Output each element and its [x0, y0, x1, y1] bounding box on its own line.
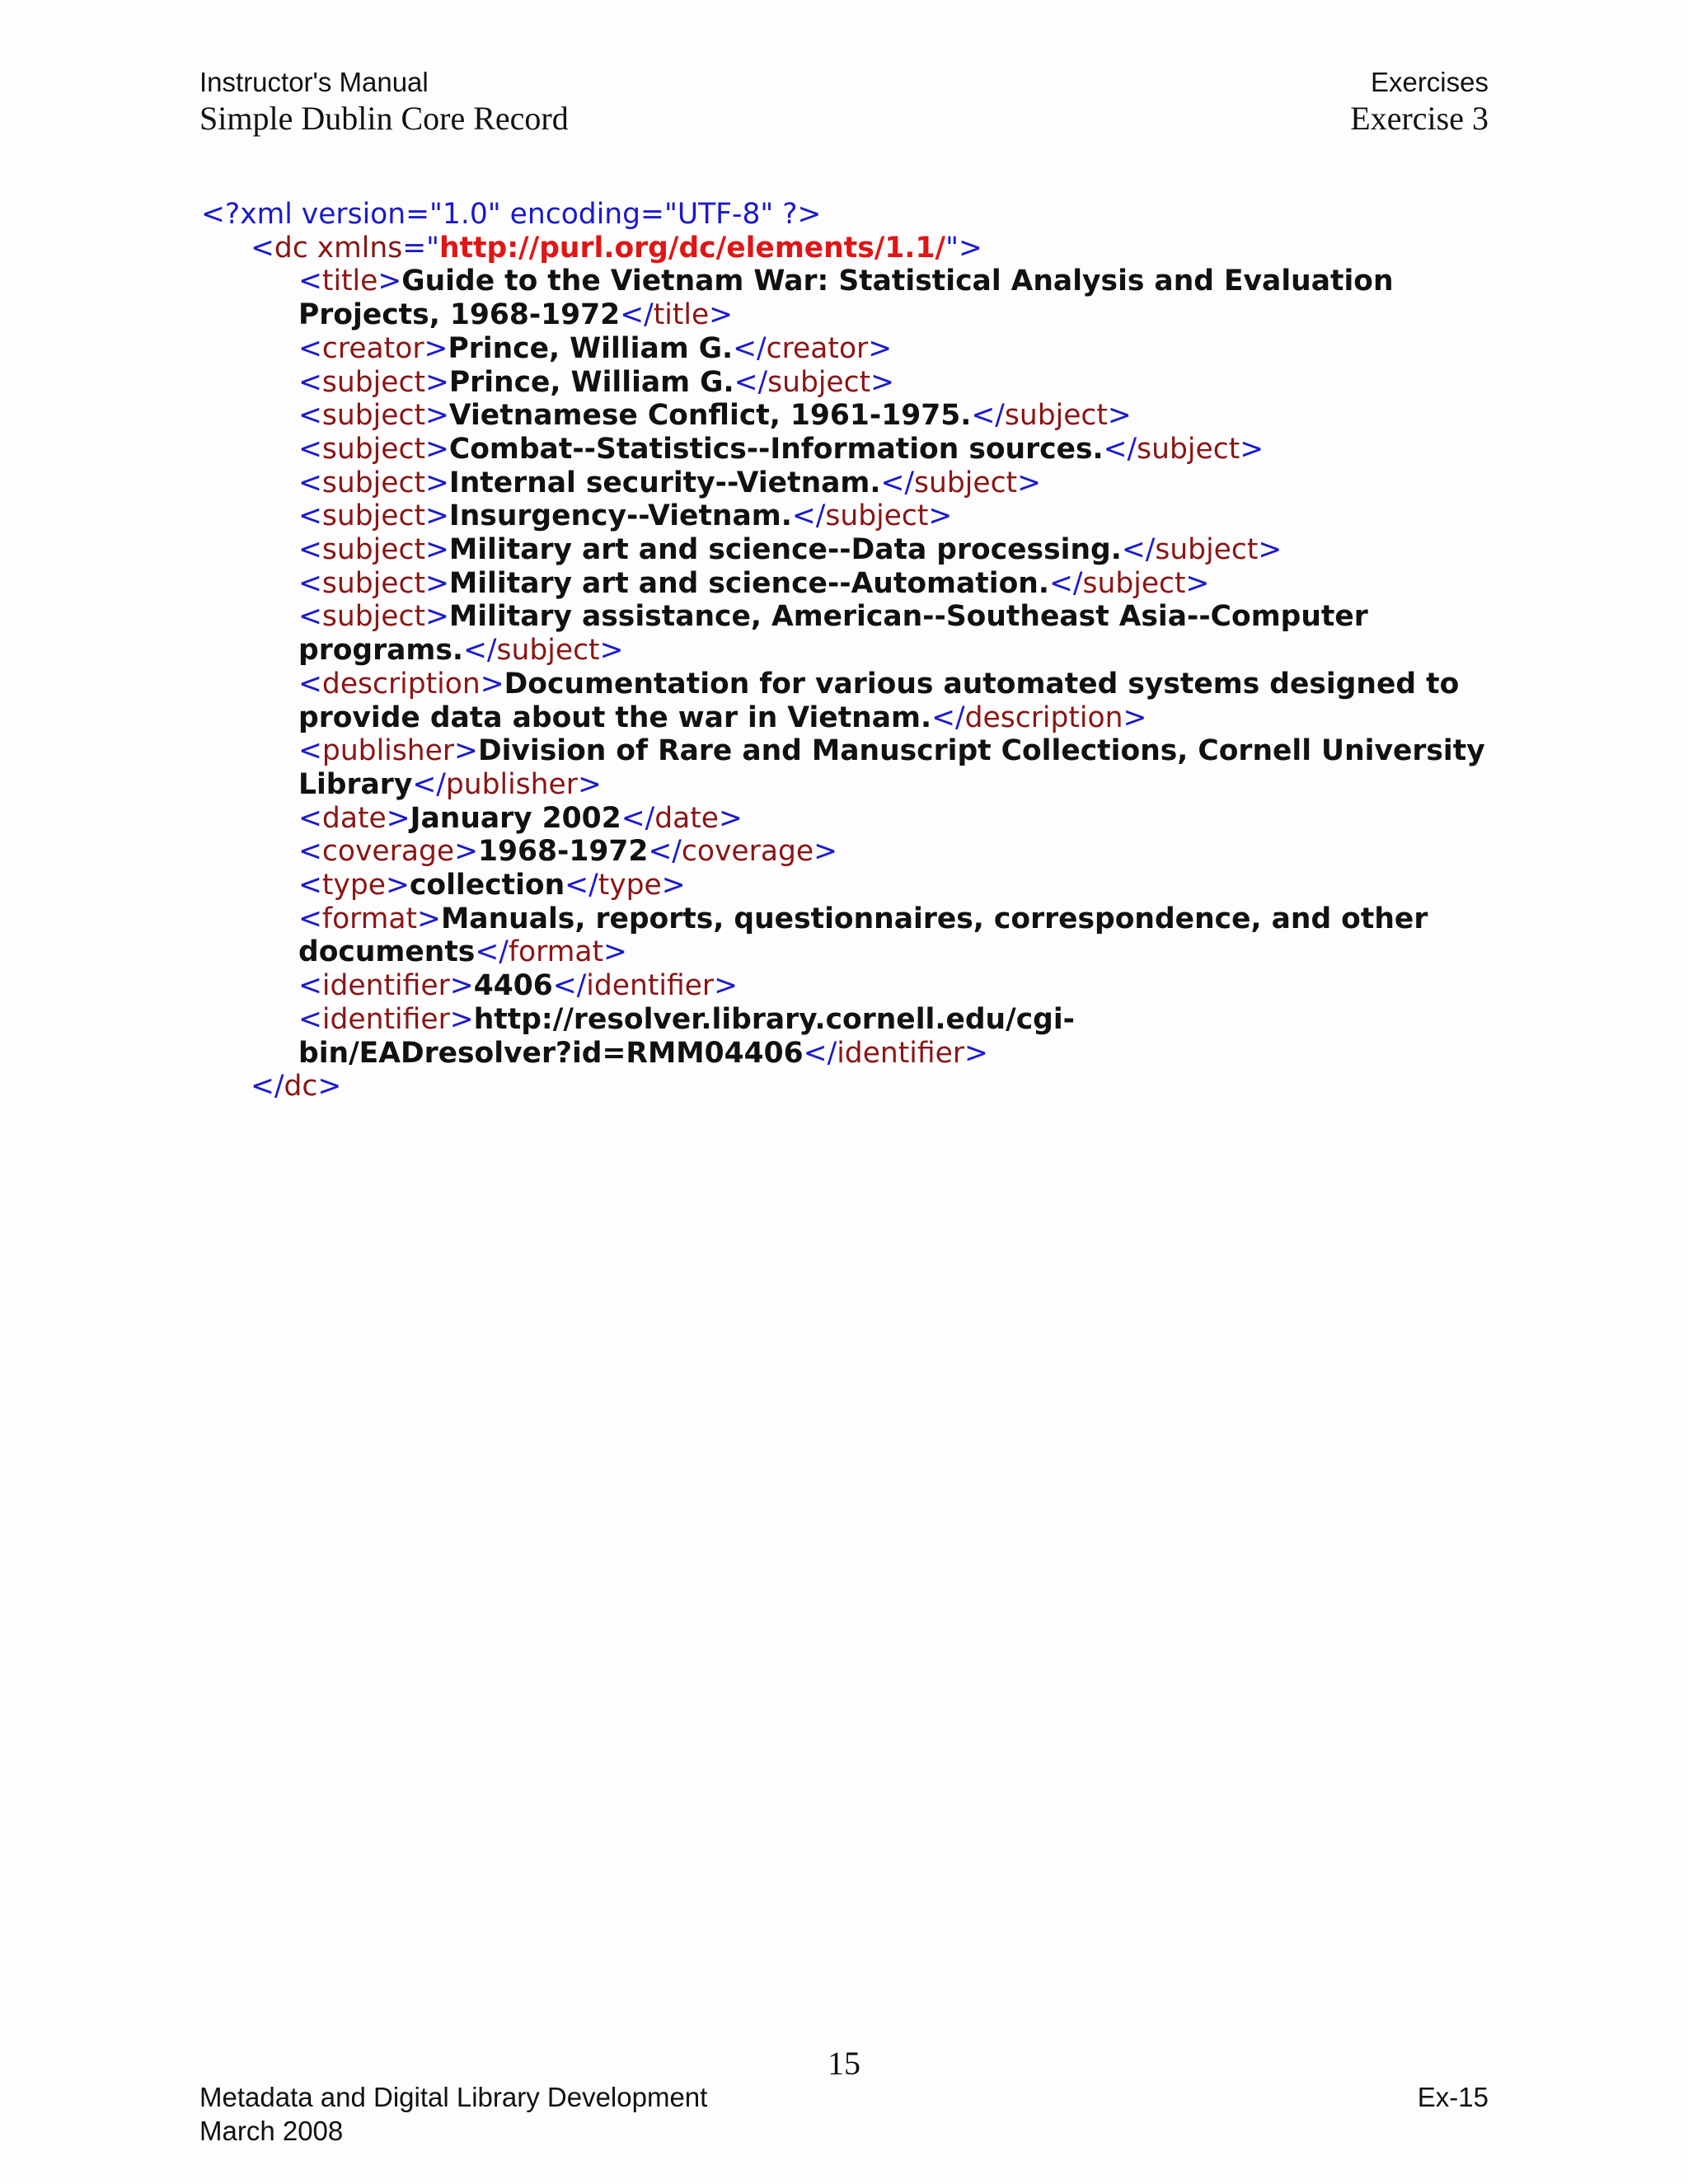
dc-close-tag [201, 1070, 1503, 1104]
tag-close-bracket: > [454, 835, 479, 869]
footer-left [199, 2080, 707, 2148]
element-value-identifier: bin/EADresolver?id=RMM04406 [298, 1036, 804, 1070]
footer-date: March 2008 [199, 2116, 344, 2146]
end-tag-open-bracket: </ [971, 399, 1005, 433]
end-tag-close-bracket: > [1258, 533, 1282, 567]
element-value-coverage: 1968-1972 [478, 835, 649, 869]
element-value-title: Projects, 1968-1972 [298, 298, 621, 332]
end-tag-name-subject: subject [496, 634, 600, 668]
tag-name-title: title [321, 265, 378, 298]
dc-element-line [201, 768, 1503, 802]
tag-name-subject: subject [321, 566, 425, 600]
tag-name-coverage: coverage [321, 835, 455, 869]
end-tag-close-bracket: > [709, 298, 734, 332]
end-tag-open-bracket: </ [552, 969, 587, 1003]
tag-name-publisher: publisher [321, 734, 455, 768]
tag-close-bracket: > [377, 265, 402, 298]
tag-open-bracket: < [298, 801, 322, 835]
dc-element-line [201, 869, 1503, 902]
dc-element-line [201, 634, 1503, 668]
end-tag-open-bracket: </ [734, 365, 768, 399]
tag-name-subject: subject [321, 432, 425, 466]
tag-open-bracket: < [298, 667, 322, 701]
tag-open-bracket: < [298, 432, 322, 466]
footer-page-ref: Ex-15 [1417, 2082, 1489, 2112]
tag-name-subject: subject [321, 365, 425, 399]
tag-name-subject: subject [321, 533, 425, 567]
dc-element-line [201, 668, 1503, 701]
end-tag-name-subject: subject [825, 499, 929, 533]
dc-namespace-url: http://purl.org/dc/elements/1.1/ [439, 231, 946, 265]
element-value-format: documents [298, 935, 476, 969]
end-tag-open-bracket: </ [931, 701, 965, 734]
tag-close-bracket: > [480, 667, 504, 701]
tag-close-bracket: > [424, 432, 449, 466]
dc-element-line [201, 567, 1503, 601]
tag-open-bracket: < [298, 399, 322, 433]
page-number: 15 [828, 2045, 860, 2082]
end-tag-open-bracket: </ [803, 1036, 837, 1070]
end-tag-name-subject: subject [1155, 533, 1259, 567]
dc-open-tag [201, 232, 1503, 265]
element-value-subject: Military assistance, American--Southeast Asia--Computer [448, 600, 1368, 634]
end-tag-close-bracket: > [814, 835, 838, 869]
tag-open-bracket: < [298, 533, 322, 567]
end-tag-close-bracket: > [928, 499, 953, 533]
end-tag-open-bracket: </ [565, 869, 598, 902]
end-tag-open-bracket: </ [791, 499, 826, 533]
dc-close-bracket: </ [251, 1070, 284, 1104]
end-tag-close-bracket: > [1240, 432, 1264, 466]
dc-element-line [201, 533, 1503, 567]
xml-record [201, 198, 1503, 1104]
element-value-title: Guide to the Vietnam War: Statistical Analysis and Evaluation [401, 265, 1394, 298]
dc-close-end: > [317, 1070, 342, 1104]
dc-element-line [201, 265, 1503, 298]
dc-element-line [201, 734, 1503, 768]
dc-element-line [201, 835, 1503, 869]
end-tag-name-date: date [654, 801, 720, 835]
dc-element-line [201, 935, 1503, 969]
tag-name-subject: subject [321, 399, 425, 433]
end-tag-name-format: format [508, 935, 603, 969]
dc-close-name: dc [284, 1070, 318, 1104]
end-tag-open-bracket: </ [475, 935, 509, 969]
end-tag-name-description: description [964, 701, 1123, 734]
tag-close-bracket: > [449, 969, 474, 1003]
dc-element-line [201, 1003, 1503, 1037]
end-tag-name-identifier: identifier [837, 1036, 965, 1070]
element-value-format: Manuals, reports, questionnaires, correspondence, and other [440, 902, 1428, 935]
end-tag-name-subject: subject [1082, 566, 1186, 600]
tag-open-bracket: < [298, 265, 322, 298]
element-value-subject: Insurgency--Vietnam. [448, 499, 792, 533]
end-tag-close-bracket: > [964, 1036, 988, 1070]
dc-element-line [201, 366, 1503, 400]
end-tag-close-bracket: > [603, 935, 627, 969]
tag-close-bracket: > [424, 533, 449, 567]
header-right [1350, 66, 1489, 138]
element-value-subject: Military art and science--Data processing. [448, 533, 1122, 567]
end-tag-close-bracket: > [599, 634, 624, 668]
tag-name-date: date [321, 801, 387, 835]
tag-close-bracket: > [454, 734, 478, 768]
dc-open-bracket: < [251, 231, 274, 265]
tag-open-bracket: < [298, 835, 322, 869]
tag-open-bracket: < [298, 969, 322, 1003]
element-value-identifier: 4406 [473, 969, 553, 1003]
end-tag-open-bracket: </ [463, 634, 497, 668]
dc-element-line [201, 399, 1503, 433]
tag-name-subject: subject [321, 600, 425, 634]
header-document-title: Simple Dublin Core Record [199, 100, 569, 137]
dc-element-line [201, 701, 1503, 735]
dc-elements [201, 265, 1503, 1070]
end-tag-name-subject: subject [914, 466, 1018, 499]
dc-open-end: "> [945, 231, 982, 265]
end-tag-close-bracket: > [719, 801, 743, 835]
element-value-subject: Prince, William G. [448, 365, 734, 399]
tag-open-bracket: < [298, 466, 322, 499]
end-tag-open-bracket: </ [880, 466, 915, 499]
end-tag-close-bracket: > [1107, 399, 1132, 433]
dc-open-name: dc xmlns [274, 231, 403, 265]
end-tag-open-bracket: </ [733, 331, 767, 365]
tag-close-bracket: > [386, 869, 410, 902]
tag-close-bracket: > [424, 499, 449, 533]
dc-element-line [201, 969, 1503, 1003]
dc-element-line [201, 600, 1503, 634]
dc-element-line [201, 433, 1503, 466]
tag-name-creator: creator [321, 331, 424, 365]
tag-open-bracket: < [298, 365, 322, 399]
end-tag-name-publisher: publisher [445, 767, 578, 801]
end-tag-name-subject: subject [767, 365, 871, 399]
tag-close-bracket: > [424, 600, 449, 634]
end-tag-close-bracket: > [1123, 701, 1147, 734]
dc-element-line [201, 466, 1503, 500]
end-tag-name-creator: creator [766, 331, 869, 365]
tag-close-bracket: > [424, 399, 449, 433]
element-value-subject: programs. [298, 634, 463, 668]
tag-name-subject: subject [321, 466, 425, 499]
element-value-subject: Military art and science--Automation. [448, 566, 1049, 600]
end-tag-close-bracket: > [1017, 466, 1041, 499]
tag-close-bracket: > [386, 801, 410, 835]
footer-course-title: Metadata and Digital Library Development [199, 2082, 708, 2112]
element-value-description: Documentation for various automated systems designed to [504, 667, 1460, 701]
end-tag-name-coverage: coverage [681, 835, 814, 869]
end-tag-name-type: type [598, 869, 662, 902]
tag-name-subject: subject [321, 499, 425, 533]
end-tag-close-bracket: > [577, 767, 602, 801]
element-value-publisher: Division of Rare and Manuscript Collections, Cornell University [477, 734, 1485, 768]
end-tag-name-subject: subject [1137, 432, 1240, 466]
tag-open-bracket: < [298, 902, 322, 935]
tag-open-bracket: < [298, 331, 322, 365]
dc-element-line [201, 298, 1503, 332]
tag-open-bracket: < [298, 869, 322, 902]
end-tag-close-bracket: > [661, 869, 686, 902]
xml-declaration: <?xml version="1.0" encoding="UTF-8" ?> [201, 198, 822, 231]
element-value-creator: Prince, William G. [448, 331, 734, 365]
tag-open-bracket: < [298, 566, 322, 600]
tag-close-bracket: > [449, 1002, 474, 1036]
header-section-label: Exercises [1370, 67, 1489, 97]
end-tag-close-bracket: > [870, 365, 895, 399]
header-exercise-number: Exercise 3 [1350, 100, 1489, 137]
dc-element-line [201, 902, 1503, 936]
end-tag-name-identifier: identifier [586, 969, 715, 1003]
dc-element-line [201, 499, 1503, 533]
end-tag-open-bracket: </ [620, 298, 654, 332]
dc-element-line [201, 1037, 1503, 1071]
end-tag-name-title: title [653, 298, 710, 332]
header-left [199, 66, 569, 138]
element-value-publisher: Library [298, 767, 413, 801]
end-tag-close-bracket: > [868, 331, 893, 365]
element-value-subject: Internal security--Vietnam. [448, 466, 881, 499]
tag-close-bracket: > [424, 566, 449, 600]
tag-name-identifier: identifier [321, 969, 450, 1003]
element-value-type: collection [409, 869, 565, 902]
element-value-subject: Vietnamese Conflict, 1961-1975. [448, 399, 972, 433]
tag-close-bracket: > [424, 331, 448, 365]
end-tag-open-bracket: </ [621, 801, 655, 835]
tag-close-bracket: > [417, 902, 441, 935]
tag-name-format: format [321, 902, 418, 935]
end-tag-close-bracket: > [1185, 566, 1210, 600]
tag-open-bracket: < [298, 734, 322, 768]
end-tag-open-bracket: </ [1103, 432, 1137, 466]
tag-name-description: description [321, 667, 481, 701]
tag-open-bracket: < [298, 600, 322, 634]
header-manual-label: Instructor's Manual [199, 67, 429, 97]
element-value-date: January 2002 [410, 801, 621, 835]
end-tag-name-subject: subject [1004, 399, 1108, 433]
end-tag-open-bracket: </ [1048, 566, 1083, 600]
tag-close-bracket: > [424, 365, 449, 399]
tag-open-bracket: < [298, 499, 322, 533]
dc-element-line [201, 332, 1503, 366]
end-tag-open-bracket: </ [412, 767, 446, 801]
end-tag-open-bracket: </ [648, 835, 682, 869]
dc-open-eq: =" [402, 231, 439, 265]
element-value-description: provide data about the war in Vietnam. [298, 701, 932, 734]
tag-name-type: type [321, 869, 386, 902]
element-value-subject: Combat--Statistics--Information sources. [448, 432, 1104, 466]
end-tag-close-bracket: > [714, 969, 738, 1003]
tag-open-bracket: < [298, 1002, 322, 1036]
tag-close-bracket: > [424, 466, 449, 499]
dc-element-line [201, 802, 1503, 836]
end-tag-open-bracket: </ [1121, 533, 1156, 567]
element-value-identifier: http://resolver.library.cornell.edu/cgi- [473, 1002, 1076, 1036]
tag-name-identifier: identifier [321, 1002, 450, 1036]
